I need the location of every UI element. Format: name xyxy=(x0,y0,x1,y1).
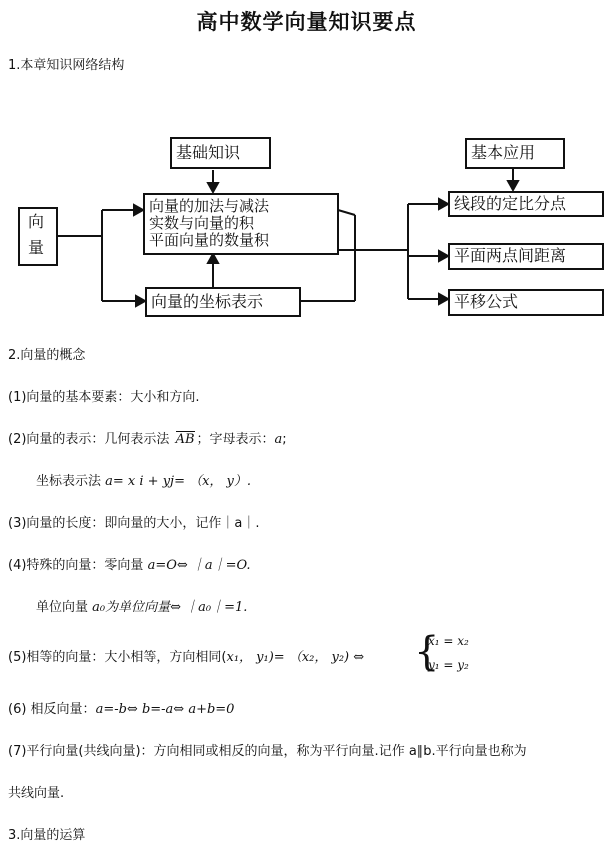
coordinate-representation-box: 向量的坐标表示 xyxy=(145,287,301,317)
equation-brace: { xyxy=(414,629,440,675)
vector-arrow-bar xyxy=(176,431,195,432)
item-opposite-vectors xyxy=(8,698,234,717)
application-translation-formula: 平移公式 xyxy=(448,289,604,316)
zero-vector-formula: a=O⇔ ｜a｜=O. xyxy=(147,558,251,573)
item-parallel-vectors-continued: 共线向量. xyxy=(8,786,65,801)
opposite-vectors-label: (6) 相反向量： xyxy=(8,702,96,717)
opposite-vectors-formula: a=-b⇔ b=-a⇔ a+b=0 xyxy=(95,702,235,717)
unit-vector-label: 单位向量 xyxy=(36,600,93,615)
item-equal-vectors xyxy=(8,646,364,665)
vector-root-box xyxy=(18,207,58,266)
section-heading-2: 2.向量的概念 xyxy=(8,348,86,363)
equation-x-component: x₁ = x₂ xyxy=(428,634,469,648)
application-distance-formula: 平面两点间距离 xyxy=(448,243,604,270)
section-heading-3: 3.向量的运算 xyxy=(8,828,86,843)
operation-scalar-multiply: 实数与向量的积 xyxy=(149,214,255,232)
item-basic-elements: (1)向量的基本要素：大小和方向. xyxy=(8,390,200,405)
representation-text: (2)向量的表示：几何表示法 xyxy=(8,432,174,447)
representation-letter: a xyxy=(274,432,283,447)
section-heading-1: 1.本章知识网络结构 xyxy=(8,58,125,73)
operation-dot-product: 平面向量的数量积 xyxy=(149,231,270,249)
item-representation xyxy=(8,428,287,447)
item-coordinate-representation xyxy=(36,470,251,489)
coordinate-label: 坐标表示法 xyxy=(36,474,106,489)
vector-operations-box xyxy=(143,193,339,255)
representation-letter-text: ；字母表示： xyxy=(196,432,275,447)
vector-root-char-1: 向 xyxy=(28,212,45,231)
item-special-vectors xyxy=(8,554,251,573)
item-length: (3)向量的长度：即向量的大小，记作｜a｜. xyxy=(8,516,260,531)
equation-y-component: y₁ = y₂ xyxy=(428,658,469,672)
vector-ab-notation xyxy=(176,432,195,447)
basic-application-box: 基本应用 xyxy=(465,138,565,169)
item-parallel-vectors: (7)平行向量(共线向量)：方向相同或相反的向量，称为平行向量.记作 a∥b.平行向量也称为 xyxy=(8,744,527,759)
application-section-formula: 线段的定比分点 xyxy=(448,191,604,217)
vector-root-char-2: 量 xyxy=(28,238,45,257)
vector-ab-label: AB xyxy=(175,432,195,447)
page-title: 高中数学向量知识要点 xyxy=(196,10,417,34)
equal-vectors-formula: x₁， y₁)= （x₂， y₂) ⇔ xyxy=(226,650,365,665)
operation-add-subtract: 向量的加法与减法 xyxy=(149,197,270,215)
basic-knowledge-box: 基础知识 xyxy=(170,137,271,169)
zero-vector-label: (4)特殊的向量：零向量 xyxy=(8,558,148,573)
unit-vector-formula: a₀为单位向量⇔ ｜a₀｜=1. xyxy=(92,600,248,615)
coordinate-formula: a= x i + yj= （x， y）. xyxy=(105,474,252,489)
equal-vectors-label: (5)相等的向量：大小相等，方向相同( xyxy=(8,650,227,665)
item-unit-vector xyxy=(36,596,247,615)
representation-end: ; xyxy=(282,432,287,447)
